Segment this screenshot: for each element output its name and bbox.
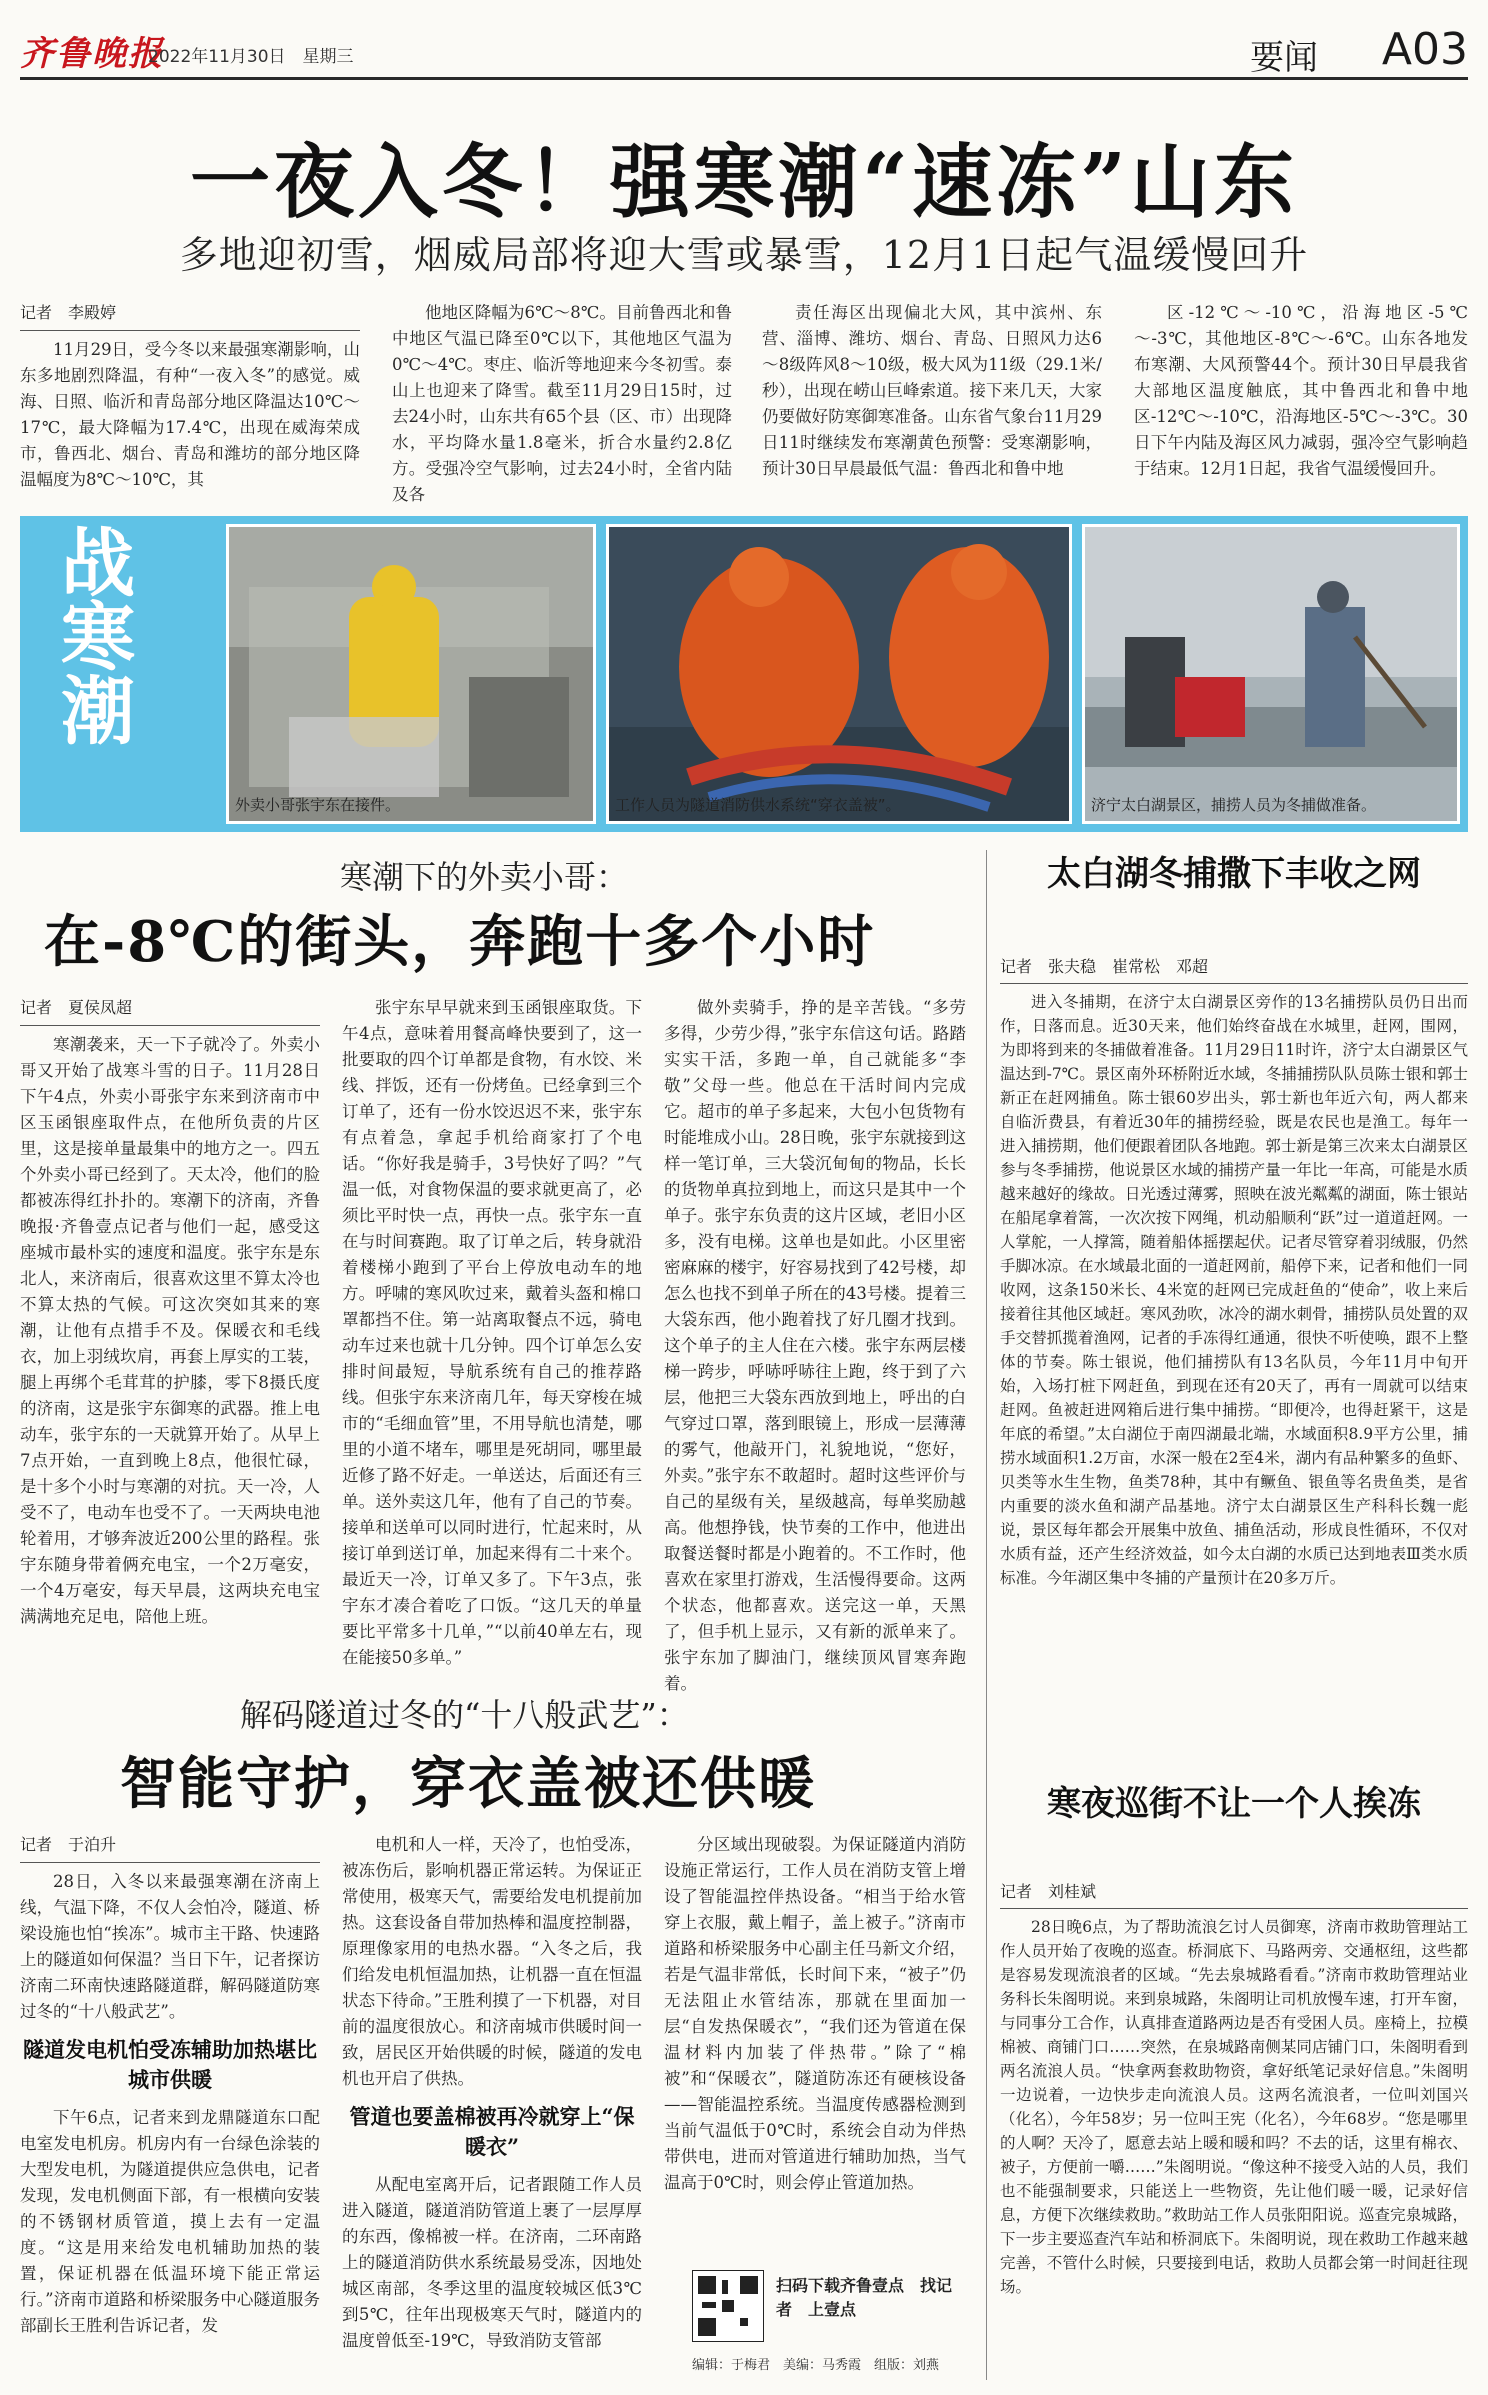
story3-byline: 记者 张夫稳 崔常松 邓超 (1000, 955, 1468, 984)
story2-byline: 记者 于泊升 (20, 1832, 320, 1863)
story4-column (1000, 1880, 1468, 2299)
story1-text-1: 寒潮袭来，天一下子就冷了。外卖小哥又开始了战寒斗雪的日子。11月28日下午4点，外卖小哥张宇东来到济南市中区玉函银座取件点，在他所负责的片区里，这是接单量最集中的地方之一。四五个外卖小哥已经到了。天太冷，他们的脸都被冻得红扑扑的。寒潮下的济南，齐鲁晚报·齐鲁壹点记者与他们一起，感受这座城市最朴实的速度和温度。张宇东是东北人，来济南后，很喜欢这里不算太冷也不算太热的气候。可这次突如其来的寒潮，让他有点措手不及。保暖衣和毛线衣，加上羽绒坎肩，再套上厚实的工装，腿上再绑个毛茸茸的护膝，零下8摄氏度的济南，这是张宇东御寒的武器。推上电动车，张宇东的一天就算开始了。从早上7点开始，一直到晚上8点，他很忙碌，是十多个小时与寒潮的对抗。天一冷，人受不了，电动车也受不了。一天两块电池轮着用，才够奔波近200公里的路程。张宇东随身带着俩充电宝，一个2万毫安，一个4万毫安，每天早晨，这两块充电宝满满地充足电，陪他上班。 (20, 1035, 320, 1626)
photo-caption-3: 济宁太白湖景区，捕捞人员为冬捕做准备。 (1091, 796, 1377, 814)
qr-footer (692, 2270, 968, 2380)
band-label (38, 524, 146, 820)
column-divider (986, 850, 987, 2380)
masthead (20, 18, 1468, 80)
story1-column-2 (342, 995, 642, 1671)
lead-column-3 (762, 300, 1102, 482)
qr-text: 扫码下载齐鲁壹点 找记者 上壹点 (776, 2276, 953, 2319)
story2-column-3 (664, 1832, 966, 2196)
lake-fishing-image (1085, 527, 1457, 821)
story2-text-1b: 下午6点，记者来到龙鼎隧道东口配电室发电机房。机房内有一台绿色涂装的大型发电机，为隧道提供应急供电，记者发现，发电机侧面下部，有一根横向安装的不锈钢材质管道，摸上去有一定温度。“这是用来给发电机辅助加热的装置，保证机器在低温环境下能正常运行。”济南市道路和桥梁服务中心隧道服务部副长王胜利告诉记者，发 (20, 2108, 320, 2335)
lead-headline: 一夜入冬！强寒潮“速冻”山东 (189, 135, 1299, 229)
story2-text-2: 电机和人一样，天冷了，也怕受冻，被冻伤后，影响机器正常运转。为保证正常使用，极寒天气，需要给发电机提前加热。这套设备自带加热棒和温度控制器，原理像家用的电热水器。“入冬之后，我们给发电机恒温加热，让机器一直在恒温状态下待命。”王胜利摸了一下机器，对目前的温度很放心。和济南城市供暖时间一致，居民区开始供暖的时候，隧道的发电机也开启了供热。 (342, 1835, 642, 2088)
delivery-rider-image (229, 527, 593, 821)
photo-tunnel-workers (606, 524, 1072, 824)
band-label-text: 战寒潮 (49, 524, 135, 746)
photo-lake-fishing (1082, 524, 1460, 824)
tunnel-workers-image (609, 527, 1069, 821)
story1-column-1 (20, 995, 320, 1630)
story2-title: 智能守护，穿衣盖被还供暖 (120, 1751, 816, 1817)
story4-text: 28日晚6点，为了帮助流浪乞讨人员御寒，济南市救助管理站工作人员开始了夜晚的巡查。桥洞底下、马路两旁、交通枢纽，这些都是容易发现流浪者的区域。“先去泉城路看看。”济南市救助管理站业务科长朱阁明说。来到泉城路，朱阁明让司机放慢车速，打开车窗，与同事分工合作，认真排查道路两边是否有受困人员。座椅上，拉模棉被、商铺门口……突然，在泉城路南侧某同店铺门口，朱阁明看到两名流浪人员。“快拿两套救助物资，拿好纸笔记录好信息。”朱阁明一边说着，一边快步走向流浪人员。这两名流浪者，一位叫刘国兴（化名），今年58岁；另一位叫王宪（化名），今年68岁。“您是哪里的人啊？天冷了，愿意去站上暖和暖和吗？不去的话，这里有棉衣、被子，方便前一嚼……”朱阁明说。“像这种不接受入站的人员，我们也不能强制要求，只能送上一些物资，先让他们暖一暖，记录好信息，方便下次继续救助。”救助站工作人员张阳阳说。巡查完泉城路，下一步主要巡查汽车站和桥洞底下。朱阁明说，现在救助工作越来越完善，不管什么时候，只要接到电话，救助人员都会第一时间赶往现场。 (1000, 1918, 1468, 2296)
story3-text: 进入冬捕期，在济宁太白湖景区旁作的13名捕捞队员仍日出而作，日落而息。近30天来，他们始终奋战在水城里，赶网，围网，为即将到来的冬捕做着准备。11月29日11时许，济宁太白湖景区气温达到-7℃。景区南外环桥附近水域，冬捕捕捞队队员陈士银和郭士新正在赶网捕鱼。陈士银60岁出头，郭士新也年近六旬，两人都来自临沂费县，有着近30年的捕捞经验，既是农民也是渔工。每年一进入捕捞期，他们便跟着团队各地跑。郭士新是第三次来太白湖景区参与冬季捕捞，他说景区水域的捕捞产量一年比一年高，可能是水质越来越好的缘故。日光透过薄雾，照映在波光粼粼的湖面，陈士银站在船尾拿着篙，一次次按下网绳，机动船顺利“跃”过一道道赶网。一人掌舵，一人撑篙，随着船体摇摆起伏。记者尽管穿着羽绒服，仍然手脚冰凉。在水域最北面的一道赶网前，船停下来，记者和他们一同收网，这条150米长、4米宽的赶网已完成赶鱼的“使命”，收上来后接着往其他区域赶。寒风劲吹，冰冷的湖水刺骨，捕捞队员处置的双手交替抓揽着渔网，记者的手冻得红通通，很快不听使唤，跟不上整体的节奏。陈士银说，他们捕捞队有13名队员，今年11月中旬开始，入场打桩下网赶鱼，到现在还有20天了，再有一周就可以结束赶网。鱼被赶进网箱后进行集中捕捞。“即便冷，也得赶紧干，这是年底的希望。”太白湖位于南四湖最北端，水域面积8.9平方公里，捕捞水域面积1.2万亩，水深一般在2至4米，湖内有品种繁多的鱼虾、贝类等水生生物，鱼类78种，其中有鳜鱼、银鱼等名贵鱼类，是省内重要的淡水鱼和湖产品基地。济宁太白湖景区生产科科长魏一彪说，景区每年都会开展集中放鱼、捕鱼活动，形成良性循环，不仅对水质有益，还产生经济效益，如今太白湖的水质已达到地表Ⅲ类水质标准。今年湖区集中冬捕的产量预计在20多万斤。 (1000, 993, 1468, 1587)
qr-code-icon[interactable] (692, 2270, 764, 2342)
story1-byline: 记者 夏侯凤超 (20, 995, 320, 1026)
newspaper-logo: 齐鲁晚报 (20, 34, 164, 74)
photo-caption-1: 外卖小哥张宇东在接件。 (235, 796, 401, 814)
lead-text-1: 11月29日，受今冬以来最强寒潮影响，山东多地剧烈降温，有种“一夜入冬”的感觉。威海、日照、临沂和青岛部分地区降温达10℃～17℃，最大降幅为17.4℃，出现在威海荣成市，鲁西北、烟台、青岛和潍坊的部分地区降温幅度为8℃～10℃，其 (20, 340, 360, 489)
story3-column (1000, 955, 1468, 1590)
lead-text-3: 责任海区出现偏北大风，其中滨州、东营、淄博、潍坊、烟台、青岛、日照风力达6～8级阵风8～10级，极大风为11级（29.1米/秒），出现在崂山巨峰索道。接下来几天，大家仍要做好防寒御寒准备。山东省气象台11月29日11时继续发布寒潮黄色预警：受寒潮影响，预计30日早晨最低气温：鲁西北和鲁中地 (762, 303, 1102, 478)
story2-subhead-2: 管道也要盖棉被再冷就穿上“保暖衣” (349, 2104, 635, 2159)
lead-column-1 (20, 300, 360, 493)
story2-kicker: 解码隧道过冬的“十八般武艺”： (240, 1696, 689, 1734)
lead-byline: 记者 李殿婷 (20, 300, 360, 331)
photo-caption-2: 工作人员为隧道消防供水系统“穿衣盖被”。 (615, 796, 901, 814)
story2-text-1: 28日，入冬以来最强寒潮在济南上线，气温下降，不仅人会怕冷，隧道、桥梁设施也怕“挨冻”。城市主干路、快速路上的隧道如何保温？当日下午，记者探访济南二环南快速路隧道群，解码隧道防寒过冬的“十八般武艺”。 (20, 1872, 320, 2021)
lead-column-2 (392, 300, 732, 508)
issue-date: 2022年11月30日 星期三 (148, 47, 354, 67)
story1-title: 在-8℃的街头，奔跑十多个小时 (44, 909, 876, 975)
story2-text-3: 分区域出现破裂。为保证隧道内消防设施正常运行，工作人员在消防支管上增设了智能温控伴热设备。“相当于给水管穿上衣服，戴上帽子，盖上被子。”济南市道路和桥梁服务中心副主任马新文介绍，若是气温非常低，长时间下来，“被子”仍无法阻止水管结冻，那就在里面加一层“自发热保暖衣”，“我们还为管道在保温材料内加装了伴热带。”除了“棉被”和“保暖衣”，隧道防冻还有硬核设备——智能温控系统。当温度传感器检测到当前气温低于0℃时，系统会自动为伴热带供电，进而对管道进行辅助加热，当气温高于0℃时，则会停止管道加热。 (664, 1835, 966, 2192)
story1-column-3 (664, 995, 966, 1697)
story2-text-2b: 从配电室离开后，记者跟随工作人员进入隧道，隧道消防管道上裹了一层厚厚的东西，像棉被一样。在济南，二环南路上的隧道消防供水系统最易受冻，因地处城区南部，冬季这里的温度较城区低3℃到5℃，往年出现极寒天气时，隧道内的温度曾低至-19℃，导致消防支管部 (342, 2175, 642, 2350)
story3-title: 太白湖冬捕撒下丰收之网 (1047, 854, 1421, 894)
photo-band (20, 516, 1468, 832)
lead-column-4 (1134, 300, 1468, 482)
story2-subhead-1: 隧道发电机怕受冻辅助加热堪比城市供暖 (23, 2037, 317, 2092)
story1-kicker: 寒潮下的外卖小哥： (340, 858, 629, 896)
page-number: A03 (1381, 24, 1468, 75)
story2-column-1 (20, 1832, 320, 2339)
lead-subhead: 多地迎初雪，烟威局部将迎大雪或暴雪，12月1日起气温缓慢回升 (179, 233, 1309, 277)
lead-text-2: 他地区降幅为6℃～8℃。目前鲁西北和鲁中地区气温已降至0℃以下，其他地区气温为0℃～4℃。枣庄、临沂等地迎来今冬初雪。泰山上也迎来了降雪。截至11月29日15时，过去24小时，山东共有65个县（区、市）出现降水，平均降水量1.8毫米，折合水量约2.8亿方。受强冷空气影响，过去24小时，全省内陆及各 (392, 303, 732, 504)
editor-credits: 编辑：于梅君 美编：马秀霞 组版：刘燕 (692, 2358, 940, 2373)
story1-text-3: 做外卖骑手，挣的是辛苦钱。“多劳多得，少劳少得，”张宇东信这句话。路踏实实干活，多跑一单，自己就能多“李敬”父母一些。他总在干活时间内完成它。超市的单子多起来，大包小包货物有时能堆成小山。28日晚，张宇东就接到这样一笔订单，三大袋沉甸甸的物品，长长的货物单真拉到地上，而这只是其中一个单子。张宇东负责的这片区域，老旧小区多，没有电梯。这单也是如此。小区里密密麻麻的楼宇，好容易找到了42号楼，却怎么也找不到单子所在的43号楼。提着三大袋东西，他小跑着找了好几圈才找到。这个单子的主人住在六楼。张宇东两层楼梯一跨步，呼哧呼哧往上跑，终于到了六层，他把三大袋东西放到地上，呼出的白气穿过口罩，落到眼镜上，形成一层薄薄的雾气，他敲开门，礼貌地说，“您好，外卖。”张宇东不敢超时。超时这些评价与自己的星级有关，星级越高，每单奖励越高。他想挣钱，快节奏的工作中，他进出取餐送餐时都是小跑着的。不工作时，他喜欢在家里打游戏，生活慢得要命。这两个状态，他都喜欢。送完这一单，天黑了，但手机上显示，又有新的派单来了。张宇东加了脚油门，继续顶风冒寒奔跑着。 (664, 998, 966, 1693)
story2-column-2 (342, 1832, 642, 2354)
lead-text-4: 区-12℃～-10℃，沿海地区-5℃～-3℃，其他地区-8℃～-6℃。山东各地发布寒潮、大风预警44个。预计30日早晨我省大部地区温度触底，其中鲁西北和鲁中地区-12℃～-10℃，沿海地区-5℃～-3℃。30日下午内陆及海区风力减弱，强冷空气影响趋于结束。12月1日起，我省气温缓慢回升。 (1134, 303, 1468, 478)
section-name: 要闻 (1250, 38, 1318, 78)
photo-delivery-rider (226, 524, 596, 824)
story4-title: 寒夜巡街不让一个人挨冻 (1047, 1784, 1421, 1824)
story1-text-2: 张宇东早早就来到玉函银座取货。下午4点，意味着用餐高峰快要到了，这一批要取的四个订单都是食物，有水饺、米线、拌饭，还有一份烤鱼。已经拿到三个订单了，还有一份水饺迟迟不来，张宇东有点着急，拿起手机给商家打了个电话。“你好我是骑手，3号快好了吗？”气温一低，对食物保温的要求就更高了，必须比平时快一点，再快一点。张宇东一直在与时间赛跑。取了订单之后，转身就沿着楼梯小跑到了平台上停放电动车的地方。呼啸的寒风吹过来，戴着头盔和棉口罩都挡不住。第一站离取餐点不远，骑电动车过来也就十几分钟。四个订单怎么安排时间最短，导航系统有自己的推荐路线。但张宇东来济南几年，每天穿梭在城市的“毛细血管”里，不用导航也清楚，哪里的小道不堵车，哪里是死胡同，哪里最近修了路不好走。一单送达，后面还有三单。送外卖这几年，他有了自己的节奏。接单和送单可以同时进行，忙起来时，从接订单到送订单，加起来得有二十来个。最近天一冷，订单又多了。下午3点，张宇东才凑合着吃了口饭。“这几天的单量要比平常多十几单，”“以前40单左右，现在能接50多单。” (342, 998, 642, 1667)
story4-byline: 记者 刘桂斌 (1000, 1880, 1468, 1909)
